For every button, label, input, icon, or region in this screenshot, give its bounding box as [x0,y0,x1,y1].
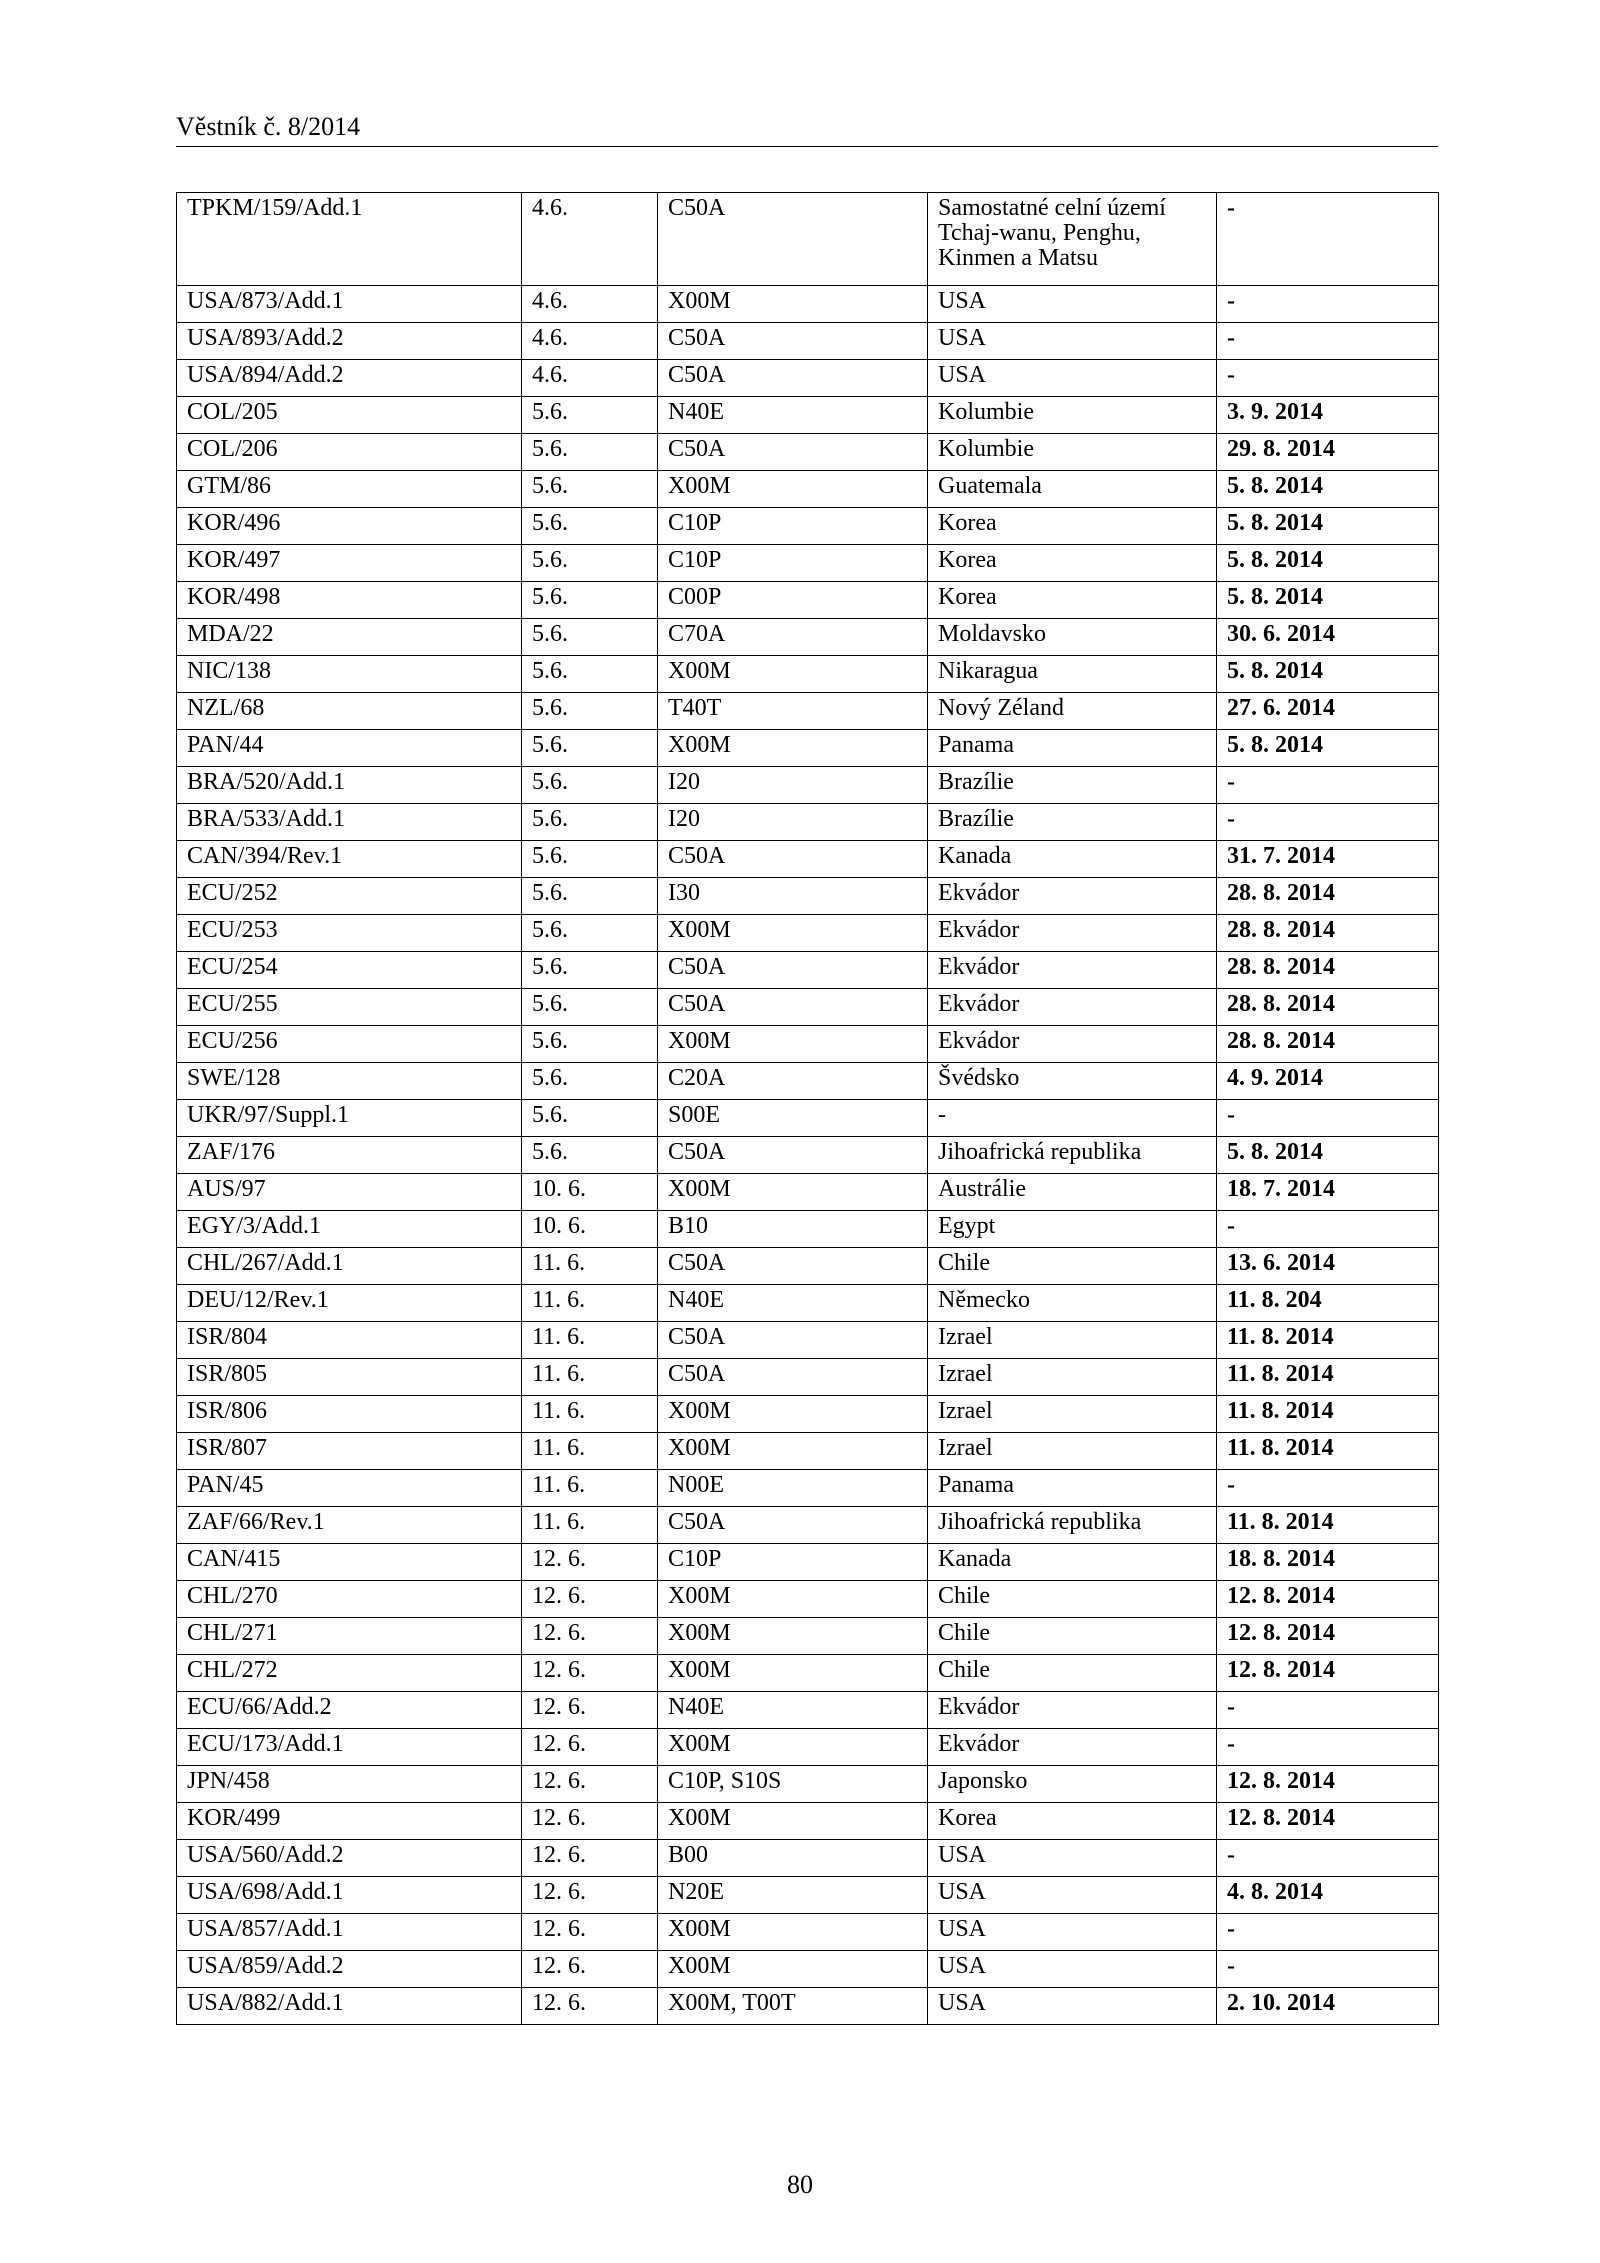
code-cell: X00M [658,915,928,952]
table-row [177,730,1439,767]
country-cell: Německo [928,1285,1217,1322]
deadline-cell: 5. 8. 2014 [1217,545,1439,582]
deadline-cell: - [1217,1470,1439,1507]
document-code-cell: TPKM/159/Add.1 [177,193,522,286]
date-cell: 5.6. [522,767,658,804]
date-cell: 12. 6. [522,1581,658,1618]
date-cell: 11. 6. [522,1507,658,1544]
document-code-cell: PAN/44 [177,730,522,767]
document-code-cell: CAN/415 [177,1544,522,1581]
deadline-cell: - [1217,286,1439,323]
country-cell: Brazílie [928,804,1217,841]
country-cell: Ekvádor [928,1729,1217,1766]
code-cell: X00M [658,1729,928,1766]
page-header: Věstník č. 8/2014 [176,112,1438,147]
code-cell: X00M [658,286,928,323]
country-cell: Chile [928,1655,1217,1692]
country-cell: Nikaragua [928,656,1217,693]
country-cell: Kolumbie [928,434,1217,471]
code-cell: C00P [658,582,928,619]
code-cell: I20 [658,767,928,804]
document-code-cell: ISR/806 [177,1396,522,1433]
document-code-cell: ECU/252 [177,878,522,915]
deadline-cell: 18. 8. 2014 [1217,1544,1439,1581]
date-cell: 11. 6. [522,1359,658,1396]
deadline-cell: 5. 8. 2014 [1217,1137,1439,1174]
document-code-cell: JPN/458 [177,1766,522,1803]
country-cell: Nový Zéland [928,693,1217,730]
table-row [177,1544,1439,1581]
code-cell: N40E [658,1692,928,1729]
table-row [177,1026,1439,1063]
deadline-cell: 18. 7. 2014 [1217,1174,1439,1211]
country-cell: Korea [928,545,1217,582]
country-cell: Ekvádor [928,915,1217,952]
country-cell: Panama [928,1470,1217,1507]
table-row [177,1988,1439,2025]
table-row [177,1063,1439,1100]
deadline-cell: - [1217,767,1439,804]
table-row [177,1618,1439,1655]
table-row [177,582,1439,619]
table-body [177,193,1439,2025]
table-row [177,1211,1439,1248]
country-cell: USA [928,323,1217,360]
table-row [177,1877,1439,1914]
table-row [177,193,1439,286]
table-row [177,1803,1439,1840]
document-code-cell: ISR/804 [177,1322,522,1359]
table-row [177,952,1439,989]
table-row [177,1470,1439,1507]
code-cell: X00M [658,730,928,767]
date-cell: 5.6. [522,1026,658,1063]
table-row [177,989,1439,1026]
table-row [177,1729,1439,1766]
code-cell: X00M [658,1581,928,1618]
deadline-cell: 12. 8. 2014 [1217,1618,1439,1655]
date-cell: 12. 6. [522,1877,658,1914]
code-cell: C50A [658,323,928,360]
country-cell: Ekvádor [928,1026,1217,1063]
document-code-cell: KOR/497 [177,545,522,582]
country-cell: Chile [928,1248,1217,1285]
notification-table [176,192,1439,2025]
deadline-cell: 28. 8. 2014 [1217,1026,1439,1063]
deadline-cell: 30. 6. 2014 [1217,619,1439,656]
code-cell: C50A [658,434,928,471]
date-cell: 5.6. [522,508,658,545]
deadline-cell: - [1217,1914,1439,1951]
table-row [177,360,1439,397]
deadline-cell: - [1217,1211,1439,1248]
code-cell: N40E [658,397,928,434]
date-cell: 4.6. [522,323,658,360]
deadline-cell: 5. 8. 2014 [1217,582,1439,619]
deadline-cell: 28. 8. 2014 [1217,915,1439,952]
deadline-cell: 11. 8. 204 [1217,1285,1439,1322]
table-row [177,1766,1439,1803]
deadline-cell: 28. 8. 2014 [1217,878,1439,915]
code-cell: C10P, S10S [658,1766,928,1803]
code-cell: B00 [658,1840,928,1877]
document-code-cell: KOR/496 [177,508,522,545]
code-cell: C10P [658,508,928,545]
country-cell: Korea [928,582,1217,619]
table-row [177,1137,1439,1174]
country-cell: Guatemala [928,471,1217,508]
document-code-cell: ZAF/176 [177,1137,522,1174]
code-cell: C10P [658,1544,928,1581]
code-cell: S00E [658,1100,928,1137]
document-code-cell: CHL/270 [177,1581,522,1618]
date-cell: 5.6. [522,619,658,656]
code-cell: C20A [658,1063,928,1100]
code-cell: C50A [658,360,928,397]
code-cell: I30 [658,878,928,915]
code-cell: X00M [658,1433,928,1470]
date-cell: 5.6. [522,434,658,471]
table-row [177,397,1439,434]
document-code-cell: NZL/68 [177,693,522,730]
document-code-cell: ECU/66/Add.2 [177,1692,522,1729]
code-cell: X00M [658,1951,928,1988]
deadline-cell: 11. 8. 2014 [1217,1359,1439,1396]
date-cell: 5.6. [522,656,658,693]
date-cell: 5.6. [522,878,658,915]
country-cell: Jihoafrická republika [928,1507,1217,1544]
table-row [177,841,1439,878]
code-cell: C50A [658,952,928,989]
deadline-cell: 13. 6. 2014 [1217,1248,1439,1285]
deadline-cell: 2. 10. 2014 [1217,1988,1439,2025]
date-cell: 12. 6. [522,1544,658,1581]
date-cell: 5.6. [522,915,658,952]
table-row [177,1655,1439,1692]
deadline-cell: - [1217,193,1439,286]
country-cell: Švédsko [928,1063,1217,1100]
table-row [177,878,1439,915]
page-number: 80 [787,2170,813,2199]
date-cell: 11. 6. [522,1285,658,1322]
date-cell: 5.6. [522,582,658,619]
table-row [177,1433,1439,1470]
code-cell: C50A [658,1359,928,1396]
document-code-cell: BRA/533/Add.1 [177,804,522,841]
deadline-cell: 5. 8. 2014 [1217,730,1439,767]
country-cell: USA [928,1988,1217,2025]
table-row [177,545,1439,582]
country-cell: Chile [928,1618,1217,1655]
document-code-cell: DEU/12/Rev.1 [177,1285,522,1322]
date-cell: 4.6. [522,193,658,286]
table-row [177,1914,1439,1951]
document-code-cell: USA/859/Add.2 [177,1951,522,1988]
document-code-cell: KOR/498 [177,582,522,619]
date-cell: 4.6. [522,286,658,323]
deadline-cell: 11. 8. 2014 [1217,1322,1439,1359]
deadline-cell: - [1217,804,1439,841]
code-cell: X00M [658,1803,928,1840]
document-code-cell: ISR/805 [177,1359,522,1396]
document-code-cell: GTM/86 [177,471,522,508]
document-code-cell: ECU/173/Add.1 [177,1729,522,1766]
deadline-cell: 11. 8. 2014 [1217,1507,1439,1544]
country-cell: Ekvádor [928,878,1217,915]
document-code-cell: BRA/520/Add.1 [177,767,522,804]
date-cell: 11. 6. [522,1248,658,1285]
country-cell: Izrael [928,1433,1217,1470]
code-cell: C50A [658,1248,928,1285]
date-cell: 12. 6. [522,1766,658,1803]
country-cell: Izrael [928,1396,1217,1433]
table-row [177,1840,1439,1877]
code-cell: X00M [658,1174,928,1211]
deadline-cell: 12. 8. 2014 [1217,1581,1439,1618]
code-cell: I20 [658,804,928,841]
table-row [177,508,1439,545]
table-row [177,915,1439,952]
table-row [177,1248,1439,1285]
document-code-cell: USA/560/Add.2 [177,1840,522,1877]
country-cell: USA [928,1951,1217,1988]
document-code-cell: CAN/394/Rev.1 [177,841,522,878]
date-cell: 12. 6. [522,1618,658,1655]
date-cell: 5.6. [522,397,658,434]
document-code-cell: EGY/3/Add.1 [177,1211,522,1248]
country-cell: Kolumbie [928,397,1217,434]
country-cell: USA [928,1914,1217,1951]
deadline-cell: - [1217,323,1439,360]
code-cell: B10 [658,1211,928,1248]
code-cell: X00M [658,1914,928,1951]
document-code-cell: CHL/271 [177,1618,522,1655]
document-code-cell: ECU/255 [177,989,522,1026]
date-cell: 12. 6. [522,1988,658,2025]
code-cell: N20E [658,1877,928,1914]
document-code-cell: MDA/22 [177,619,522,656]
country-cell: Austrálie [928,1174,1217,1211]
document-code-cell: ISR/807 [177,1433,522,1470]
table-row [177,1322,1439,1359]
date-cell: 5.6. [522,1137,658,1174]
country-cell: Ekvádor [928,989,1217,1026]
country-cell: USA [928,1840,1217,1877]
deadline-cell: - [1217,1951,1439,1988]
deadline-cell: 5. 8. 2014 [1217,508,1439,545]
country-cell: USA [928,360,1217,397]
document-code-cell: USA/873/Add.1 [177,286,522,323]
document-code-cell: USA/882/Add.1 [177,1988,522,2025]
date-cell: 10. 6. [522,1174,658,1211]
code-cell: X00M, T00T [658,1988,928,2025]
date-cell: 5.6. [522,693,658,730]
deadline-cell: 4. 9. 2014 [1217,1063,1439,1100]
deadline-cell: - [1217,1692,1439,1729]
country-cell: Samostatné celní území Tchaj-wanu, Penghu, Kinmen a Matsu [928,193,1217,286]
document-code-cell: ZAF/66/Rev.1 [177,1507,522,1544]
country-cell: Ekvádor [928,1692,1217,1729]
table-row [177,1396,1439,1433]
deadline-cell: 11. 8. 2014 [1217,1396,1439,1433]
date-cell: 5.6. [522,952,658,989]
date-cell: 4.6. [522,360,658,397]
date-cell: 12. 6. [522,1803,658,1840]
table-row [177,286,1439,323]
date-cell: 5.6. [522,730,658,767]
code-cell: C50A [658,1322,928,1359]
date-cell: 11. 6. [522,1396,658,1433]
deadline-cell: 11. 8. 2014 [1217,1433,1439,1470]
table-row [177,693,1439,730]
document-code-cell: ECU/256 [177,1026,522,1063]
deadline-cell: 5. 8. 2014 [1217,471,1439,508]
code-cell: C10P [658,545,928,582]
table-row [177,471,1439,508]
document-code-cell: UKR/97/Suppl.1 [177,1100,522,1137]
country-cell: Korea [928,508,1217,545]
date-cell: 11. 6. [522,1322,658,1359]
table-row [177,1174,1439,1211]
date-cell: 12. 6. [522,1914,658,1951]
deadline-cell: 12. 8. 2014 [1217,1766,1439,1803]
code-cell: C50A [658,1137,928,1174]
table-row [177,434,1439,471]
country-cell: USA [928,1877,1217,1914]
table-row [177,1692,1439,1729]
code-cell: C50A [658,989,928,1026]
date-cell: 11. 6. [522,1470,658,1507]
date-cell: 12. 6. [522,1840,658,1877]
deadline-cell: 27. 6. 2014 [1217,693,1439,730]
country-cell: Brazílie [928,767,1217,804]
country-cell: Izrael [928,1322,1217,1359]
country-cell: Ekvádor [928,952,1217,989]
document-code-cell: USA/698/Add.1 [177,1877,522,1914]
table-row [177,767,1439,804]
country-cell: Chile [928,1581,1217,1618]
date-cell: 5.6. [522,1100,658,1137]
deadline-cell: - [1217,1729,1439,1766]
document-code-cell: KOR/499 [177,1803,522,1840]
table-row [177,1507,1439,1544]
code-cell: X00M [658,1618,928,1655]
country-cell: Kanada [928,1544,1217,1581]
document-code-cell: CHL/272 [177,1655,522,1692]
document-code-cell: COL/206 [177,434,522,471]
table-row [177,619,1439,656]
deadline-cell: - [1217,1840,1439,1877]
country-cell: Kanada [928,841,1217,878]
date-cell: 5.6. [522,471,658,508]
date-cell: 5.6. [522,989,658,1026]
deadline-cell: - [1217,360,1439,397]
table-row [177,1581,1439,1618]
document-code-cell: ECU/253 [177,915,522,952]
country-cell: - [928,1100,1217,1137]
deadline-cell: 12. 8. 2014 [1217,1655,1439,1692]
date-cell: 10. 6. [522,1211,658,1248]
document-code-cell: USA/857/Add.1 [177,1914,522,1951]
document-code-cell: AUS/97 [177,1174,522,1211]
document-code-cell: USA/894/Add.2 [177,360,522,397]
deadline-cell: - [1217,1100,1439,1137]
country-cell: Jihoafrická republika [928,1137,1217,1174]
country-cell: Egypt [928,1211,1217,1248]
code-cell: C50A [658,841,928,878]
deadline-cell: 28. 8. 2014 [1217,989,1439,1026]
country-cell: Korea [928,1803,1217,1840]
code-cell: X00M [658,1655,928,1692]
deadline-cell: 3. 9. 2014 [1217,397,1439,434]
date-cell: 11. 6. [522,1433,658,1470]
document-code-cell: ECU/254 [177,952,522,989]
date-cell: 5.6. [522,1063,658,1100]
country-cell: Moldavsko [928,619,1217,656]
date-cell: 5.6. [522,841,658,878]
code-cell: C70A [658,619,928,656]
deadline-cell: 12. 8. 2014 [1217,1803,1439,1840]
code-cell: X00M [658,1026,928,1063]
deadline-cell: 4. 8. 2014 [1217,1877,1439,1914]
table-row [177,1100,1439,1137]
deadline-cell: 5. 8. 2014 [1217,656,1439,693]
date-cell: 12. 6. [522,1655,658,1692]
date-cell: 5.6. [522,804,658,841]
code-cell: T40T [658,693,928,730]
country-cell: Japonsko [928,1766,1217,1803]
deadline-cell: 31. 7. 2014 [1217,841,1439,878]
deadline-cell: 29. 8. 2014 [1217,434,1439,471]
code-cell: X00M [658,1396,928,1433]
deadline-cell: 28. 8. 2014 [1217,952,1439,989]
table-row [177,804,1439,841]
table-row [177,1359,1439,1396]
date-cell: 12. 6. [522,1692,658,1729]
code-cell: N00E [658,1470,928,1507]
code-cell: C50A [658,193,928,286]
document-code-cell: NIC/138 [177,656,522,693]
document-code-cell: CHL/267/Add.1 [177,1248,522,1285]
date-cell: 12. 6. [522,1951,658,1988]
code-cell: X00M [658,471,928,508]
table-row [177,1285,1439,1322]
table-row [177,323,1439,360]
country-cell: Panama [928,730,1217,767]
code-cell: X00M [658,656,928,693]
document-code-cell: COL/205 [177,397,522,434]
table-row [177,656,1439,693]
date-cell: 5.6. [522,545,658,582]
table-row [177,1951,1439,1988]
country-cell: USA [928,286,1217,323]
document-code-cell: USA/893/Add.2 [177,323,522,360]
date-cell: 12. 6. [522,1729,658,1766]
document-code-cell: SWE/128 [177,1063,522,1100]
code-cell: C50A [658,1507,928,1544]
code-cell: N40E [658,1285,928,1322]
country-cell: Izrael [928,1359,1217,1396]
document-code-cell: PAN/45 [177,1470,522,1507]
